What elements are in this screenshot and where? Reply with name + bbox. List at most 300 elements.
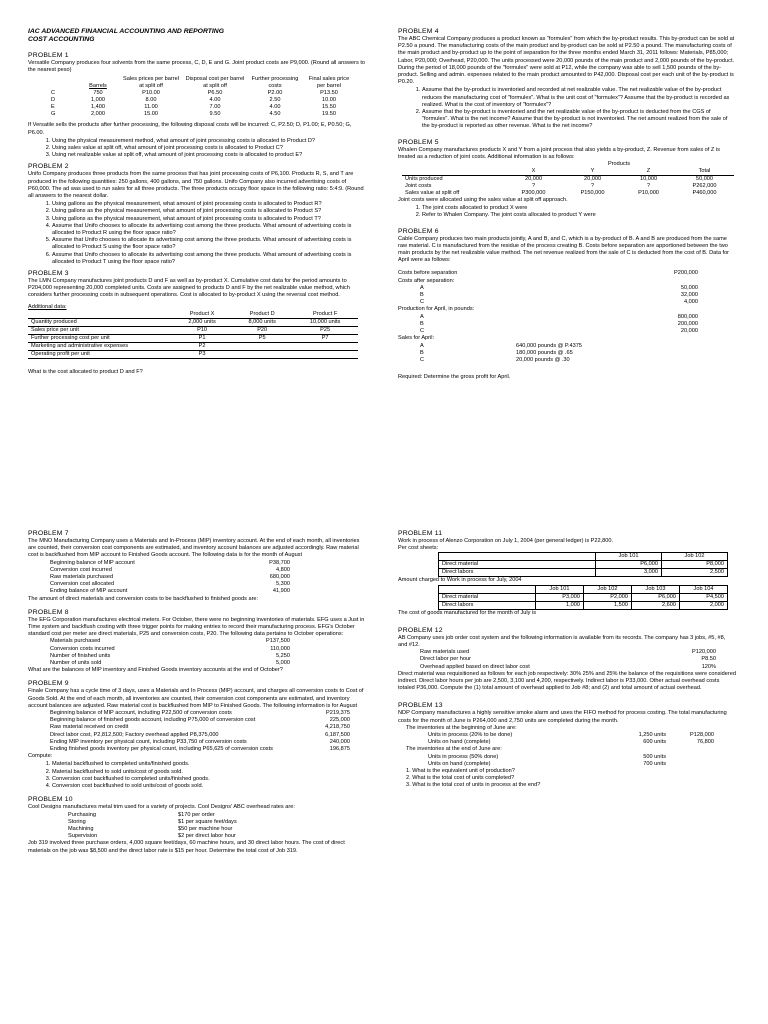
- problem-8-text: The EFG Corporation manufactures electrical meters. For October, there were no beginning inventories of materials. EFG uses a Just in Time system and backflush costing with three trigger points for making entries to record their manufacturing process. EFG's October standard cost per meter are direct materials, P25 and conversion costs, P20. The following data pertains to October operations:: [28, 616, 365, 638]
- list-item: 1. Material backflushed to completed units/finished goods.: [52, 761, 366, 768]
- table-row: [28, 326, 358, 334]
- problem-11: [398, 530, 736, 617]
- table-cell: P2.00: [267, 90, 283, 97]
- kv-row: [398, 270, 698, 277]
- list-item: 3. Using net realizable value at split off, what amount of joint processing costs is allocated to product E?: [52, 152, 366, 159]
- kv-row: [50, 717, 350, 724]
- list-item: 3. What is the total cost of units in process at the end?: [406, 782, 541, 789]
- table-cell: P5: [232, 334, 292, 342]
- list-item: 1. The joint costs allocated to product X were: [422, 205, 736, 212]
- kv-value: P38,700: [269, 559, 290, 566]
- table-row: [48, 97, 356, 104]
- kv-row: [398, 328, 698, 335]
- list-item: 1. Assume that the by-product is inventoried and recorded at net realizable value. The net realizable value of the by-product reduces the manufacturing cost of "formulex". What is the unit cost of "formulex"? Assume that the by-product is recorded as realized. What is the cost of inventory of "formulex"?: [422, 87, 736, 109]
- table-cell: 10,000 units: [292, 318, 358, 326]
- table-cell: P2: [172, 342, 232, 350]
- table-cell: D: [51, 97, 56, 104]
- table-cell: 11.00: [144, 104, 158, 111]
- problem-9-title: PROBLEM 9: [28, 680, 69, 688]
- table-row: [28, 342, 358, 350]
- kv-row: [50, 638, 290, 645]
- kv-row: [50, 710, 350, 717]
- p5-header-cell: [402, 168, 504, 176]
- kv-label: C: [420, 328, 425, 335]
- table-cell: 2.50: [269, 97, 281, 104]
- table-cell: ?: [646, 183, 651, 190]
- kv-row: [50, 739, 350, 746]
- kv-value: 640,000 pounds @ P.4375: [516, 342, 582, 349]
- table-cell: 10.00: [322, 97, 336, 104]
- kv-label: Raw material received on credit: [50, 724, 129, 731]
- table-cell: Joint costs: [405, 183, 432, 190]
- problem-6-data: [398, 270, 698, 364]
- kv-value: $50 per machine hour: [178, 825, 233, 832]
- right-bottom-column: [398, 530, 736, 794]
- table-cell: P150,000: [580, 190, 605, 197]
- kv-row: [398, 343, 698, 350]
- table-row: [28, 350, 358, 358]
- problem-1-text: Versatile Company produces four solvents from the same process, C, D, E and G. Joint product costs are P9,000. (Round all answers to the nearest peso): [28, 60, 366, 74]
- kv-value: P200,000: [674, 270, 698, 277]
- problem-1: [28, 52, 366, 159]
- table-cell: P20: [232, 326, 292, 334]
- kv-value: P120,000: [692, 649, 716, 656]
- table-cell: 2,600: [632, 601, 680, 609]
- problem-12-data: [398, 649, 716, 671]
- table-cell: P4,500: [680, 593, 728, 601]
- kv-label: The inventories at the beginning of June are:: [406, 724, 517, 731]
- kv-row: [50, 732, 350, 739]
- kv-value: 196,875: [329, 746, 350, 753]
- problem-12: [398, 627, 736, 693]
- problem-7-question: The amount of direct materials and conversion costs to be backflushed to finished goods are:: [28, 595, 259, 602]
- problem-4: [398, 28, 736, 131]
- kv-label: Direct labor per hour: [420, 656, 471, 663]
- kv-label: Number of finished units: [50, 652, 111, 659]
- kv-label: Storing: [68, 818, 86, 825]
- problem-11-text: Work in process of Alenzo Corporation on July 1, 2004 (per general ledger) is P22,800.: [398, 538, 614, 544]
- table-cell: 1,000: [91, 97, 105, 104]
- kv-value: 41,900: [272, 588, 290, 595]
- kv-value: 4,000: [684, 299, 698, 306]
- problem-1-title: PROBLEM 1: [28, 52, 69, 59]
- kv-label: Production for April, in pounds:: [398, 306, 475, 313]
- kv-label: C: [420, 299, 425, 306]
- problem-11-percost: Per cost sheets:: [398, 545, 439, 552]
- table-cell: P300,000: [521, 190, 546, 197]
- kv-value: 800,000: [677, 313, 698, 320]
- list-item: 2. Using gallons as the physical measurement, what amount of joint processing costs is allocated to Product S?: [52, 208, 366, 215]
- kv-row: [420, 656, 716, 663]
- problem-5-text-2: Joint costs were allocated using the sales value at split off approach.: [398, 197, 568, 204]
- table-cell: 2,000: [680, 601, 728, 609]
- kv-value: 6,187,500: [325, 731, 350, 738]
- problem-3-text: The LMN Company manufactures joint products D and F as well as by-product X. Cumulative cost data for the period amounts to P204,000 representing 20,000 completed units. Costs are assigned to products D and F by the net realizable value method, which considers further processing costs in subsequent operations. Cost is allocated to by-product X using the reversal cost method.: [28, 278, 350, 299]
- kv-row: [50, 746, 350, 753]
- table-cell: P10: [172, 326, 232, 334]
- problem-1-text-2: If Versatile sells the products after further processing, the following disposal costs will be incurred: C, P2.50; D, P1.00; E, P0.50; G, P6.00.: [28, 122, 352, 136]
- kv-row: [50, 581, 290, 588]
- table-cell: 1,500: [584, 601, 632, 609]
- problem-3: [28, 270, 366, 376]
- kv-label: Supervision: [68, 833, 98, 840]
- table-cell: 4.00: [209, 97, 221, 104]
- problem-10-data: [28, 812, 366, 841]
- kv-value: 32,000: [680, 292, 698, 299]
- kv-row: [50, 724, 350, 731]
- kv-label: Purchasing: [68, 811, 96, 818]
- table-cell: P6,000: [632, 593, 680, 601]
- kv-row: [50, 588, 290, 595]
- table-cell: 15.00: [144, 111, 158, 118]
- table-row: [48, 111, 356, 118]
- kv-value: 180,000 pounds @ .65: [516, 349, 573, 356]
- problem-2-title: PROBLEM 2: [28, 163, 69, 171]
- kv-value: 20,000 pounds @ .30: [516, 356, 570, 363]
- kv-value: 120%: [701, 663, 716, 670]
- table-cell: Operating profit per unit: [28, 350, 172, 358]
- kv-value: 4,218,750: [325, 724, 350, 731]
- kv-value: 600 units: [643, 739, 666, 746]
- kv-label: B: [420, 320, 424, 327]
- table-cell: P6.50: [207, 90, 223, 97]
- table-cell: [292, 342, 358, 350]
- table-cell: P460,000: [692, 190, 717, 197]
- table-row: [402, 183, 734, 190]
- problem-11-table-1: [438, 552, 728, 577]
- table-cell: E: [51, 104, 55, 111]
- kv-value: P128,000: [690, 732, 714, 739]
- kv-row: [406, 732, 736, 739]
- list-item: 1. Using the physical measurement method, what amount of joint processing costs is allocated to Product D?: [52, 138, 366, 145]
- problem-6-title: PROBLEM 6: [398, 227, 439, 235]
- kv-value: 5,250: [276, 652, 290, 659]
- p1-header-cell: Barrels: [89, 83, 107, 90]
- kv-value: $170 per order: [178, 811, 215, 818]
- kv-label: Beginning balance of finished goods account, including P75,000 of conversion cost: [50, 717, 256, 724]
- table-cell: 7.00: [209, 104, 221, 111]
- table-cell: 1,400: [91, 104, 105, 111]
- kv-value: 200,000: [677, 320, 698, 327]
- table-cell: ?: [590, 183, 595, 190]
- list-item: 2. Refer to Whalen Company. The joint costs allocated to product Y were: [422, 212, 736, 219]
- course-title: IAC ADVANCED FINANCIAL ACCOUNTING AND REPORTING: [28, 28, 224, 35]
- table-cell: P10.00: [142, 90, 160, 97]
- kv-row: [50, 660, 290, 667]
- problem-1-table: [48, 76, 356, 118]
- kv-value: 76,800: [696, 739, 714, 746]
- kv-value: 20,000: [680, 328, 698, 335]
- problem-11-title: PROBLEM 11: [398, 530, 443, 537]
- problem-13-title: PROBLEM 13: [398, 702, 443, 710]
- kv-row: [420, 664, 716, 671]
- problem-8-question: What are the balances of MIP inventory and Finished Goods inventory accounts at the end of October?: [28, 667, 283, 674]
- p1-header-cell: Further processing costs: [251, 76, 299, 90]
- kv-row: [398, 350, 698, 357]
- kv-value: 110,000: [270, 645, 290, 652]
- p11-header-cell: Job 102: [584, 585, 632, 593]
- right-top-column: [398, 28, 736, 385]
- problem-7-text: The MNO Manufacturing Company uses a Materials and In-Process (MIP) inventory account. At the end of each month, all inventories are counted, their conversion cost components are estimated, and inventory account balances are adjusted accordingly. Raw material cost is backflushed from MIP account to Finished Goods account. The following data is for the month of August: [28, 538, 360, 559]
- table-cell: Marketing and administrative expenses: [28, 342, 172, 350]
- table-cell: 8.00: [145, 97, 157, 104]
- table-cell: P3: [172, 350, 232, 358]
- problem-9-text: Finale Company has a cycle time of 3 days, uses a Materials and In Process (MIP) account, and charges all conversion costs to Cost of Goods Sold. At the end of each month, all inventories are counted, their conversion cost components are estimated, and inventory account balances are adjusted. Raw material cost is backflushed from MIP to Finished Goods. The following information is for August: [28, 688, 364, 709]
- problem-10: [28, 796, 366, 854]
- kv-row: [398, 285, 698, 292]
- kv-value: P137,500: [266, 638, 290, 645]
- table-cell: 4.50: [269, 111, 281, 118]
- table-cell: 15.50: [322, 104, 336, 111]
- left-bottom-column: [28, 530, 366, 859]
- problem-11-amount-label: Amount charged to Work in process for July, 2004: [398, 577, 522, 584]
- p1-header-cell: Final sales price per barrel: [308, 76, 350, 90]
- kv-label: The inventories at the end of June are:: [406, 746, 502, 753]
- problem-12-title: PROBLEM 12: [398, 626, 443, 634]
- p5-header-cell: Total: [675, 168, 734, 176]
- table-cell: P7: [292, 334, 358, 342]
- table-cell: Further processing cost per unit: [28, 334, 172, 342]
- table-cell: P10,000: [638, 190, 659, 197]
- table-cell: 50,000: [695, 176, 714, 183]
- kv-label: Ending MIP inventory per physical count, including P33,750 of conversion costs: [50, 738, 247, 745]
- kv-label: B: [420, 292, 424, 299]
- kv-label: Machining: [68, 825, 94, 832]
- problem-3-title: PROBLEM 3: [28, 270, 69, 278]
- problem-4-title: PROBLEM 4: [398, 28, 439, 35]
- list-item: 2. Using sales value at split off, what amount of joint processing costs is allocated to Product C?: [52, 145, 366, 152]
- kv-row: [398, 292, 698, 299]
- kv-label: Number of units sold: [50, 660, 102, 667]
- table-cell: 2,500: [662, 569, 728, 577]
- table-cell: Direct labors: [439, 601, 536, 609]
- kv-label: A: [420, 284, 424, 291]
- list-item: 1. Using gallons as the physical measurement, what amount of joint processing costs is allocated to Product R?: [52, 201, 366, 208]
- table-cell: 8,000 units: [232, 318, 292, 326]
- table-cell: 20,000: [583, 176, 602, 183]
- table-row: [402, 190, 734, 197]
- table-cell: [292, 350, 358, 358]
- kv-label: Overhead applied based on direct labor cost: [420, 663, 530, 670]
- p11-header-cell: Job 103: [632, 585, 680, 593]
- kv-label: Raw materials used: [420, 649, 470, 656]
- kv-value: P8.50: [701, 656, 716, 663]
- kv-label: Materials purchased: [50, 638, 101, 645]
- problem-9: [28, 680, 366, 790]
- kv-label: Units on hand (complete): [428, 739, 491, 746]
- table-row: [28, 318, 358, 326]
- kv-label: Units in process (20% to be done): [428, 732, 513, 739]
- table-cell: P6,000: [596, 561, 662, 569]
- problem-5-table: [402, 161, 734, 197]
- p5-header-cell: X: [504, 168, 563, 176]
- kv-label: Units in process (50% done): [428, 753, 499, 760]
- kv-row: [406, 754, 736, 761]
- problem-10-title: PROBLEM 10: [28, 796, 73, 804]
- table-cell: [232, 342, 292, 350]
- kv-label: Conversion cost allocated: [50, 581, 115, 588]
- table-row: [28, 334, 358, 342]
- problem-12-text: AB Company uses job order cost system and the following information is available from its records. The company has 3 jobs, #5, #8, and #12.: [398, 634, 726, 649]
- list-item: 2. Material backflushed to sold units/cost of goods sold.: [52, 769, 366, 776]
- kv-row: [50, 646, 290, 653]
- list-item: 4. Conversion cost backflushed to sold units/cost of goods sold.: [52, 783, 366, 790]
- table-row: [402, 176, 734, 184]
- kv-row: [398, 357, 698, 364]
- table-cell: [232, 350, 292, 358]
- problem-9-data: [28, 710, 350, 753]
- kv-label: Ending balance of MIP account: [50, 588, 128, 595]
- kv-value: 240,000: [329, 738, 350, 745]
- kv-label: A: [420, 342, 424, 349]
- problem-10-text: Cool Designs manufactures metal trim used for a variety of projects. Cool Designs' ABC overhead rates are:: [28, 804, 295, 811]
- problem-2: [28, 163, 366, 266]
- problem-4-text: The ABC Chemical Company produces a product known as "formulex" from which the by-product results. This by-product can be sold at P2.50 a pound. The manufacturing costs of the main product and by-product can be sold at P2.50 a pound. The manufacturing costs of the main product and by-product up to the point of separation for the three months ended March 31, 2011 follows: Materials, P85,000; Labor, P20,000; Overhead, P20,000. The units processed were 20,000 pounds of the main product and 2,000 pounds of the by-product. During the period of 18,000 pounds of the "formulex" were sold at P12, while the company was able to sell 1,500 pounds of the by-product. Selling and admin. expenses related to the main product amounted to P42,000. Disposal cost per each unit of the by-product is P0.20.: [398, 36, 735, 86]
- table-row: [439, 561, 728, 569]
- table-cell: C: [51, 90, 56, 97]
- problem-10-text-2: Job 319 involved three purchase orders, 4,000 square feet/days, 60 machine hours, and 30 direct labor hours. The cost of direct materials on the job was $8,500 and the direct labor rate is $15 per hour. Determine the total cost of Job 319.: [28, 840, 345, 854]
- table-cell: 19.50: [322, 111, 336, 118]
- table-cell: 10,000: [639, 176, 658, 183]
- problem-13-data: [398, 725, 736, 790]
- p1-header-cell: Disposal cost per barrel at split off: [185, 76, 245, 90]
- p11-header-cell: [439, 585, 536, 593]
- problem-5-list: [398, 205, 736, 219]
- course-subtitle: COST ACCOUNTING: [28, 36, 95, 43]
- kv-value: $2 per direct labor hour: [178, 833, 236, 840]
- p1-header-cell: Sales prices per barrel at split off: [123, 76, 179, 90]
- kv-label: Costs before separation: [398, 270, 458, 277]
- kv-label: Direct labor cost, P2,812,500; Factory overhead applied P8,375,000: [50, 731, 219, 738]
- kv-row: [50, 574, 290, 581]
- p3-header-cell: Product F: [292, 311, 358, 319]
- p5-header-cell: Y: [563, 168, 622, 176]
- table-cell: 9.50: [209, 111, 221, 118]
- table-cell: Sales price per unit: [28, 326, 172, 334]
- table-cell: P262,000: [692, 183, 717, 190]
- kv-label: Units on hand (complete): [428, 760, 491, 767]
- kv-row: [68, 812, 366, 819]
- table-row: [48, 104, 356, 111]
- kv-label: C: [420, 356, 425, 363]
- list-item: 1. What is the equivalent unit of production?: [406, 768, 515, 775]
- problem-11-table-2: [438, 585, 728, 610]
- problem-5-title: PROBLEM 5: [398, 138, 439, 146]
- problem-7-title: PROBLEM 7: [28, 530, 69, 537]
- kv-value: 500 units: [643, 753, 666, 760]
- kv-row: [406, 739, 736, 746]
- kv-row: [50, 567, 290, 574]
- table-cell: P2,000: [584, 593, 632, 601]
- problem-5: [398, 139, 736, 220]
- problem-8: [28, 609, 366, 675]
- problem-9-compute: Compute:: [28, 753, 53, 760]
- kv-label: Beginning balance of MIP account, including P22,500 of conversion costs: [50, 710, 232, 717]
- kv-value: 1,250 units: [638, 732, 666, 739]
- list-item: 3. Using gallons as the physical measurement, what amount of joint processing costs is allocated to Product T?: [52, 216, 366, 223]
- problem-12-text-2: Direct material was requisitioned as follows for each job respectively: 30% 25% and 25% the balance of the requisitions were considered indirect. Direct labor hours per job are 2,500, 3,100 and 4,200, respectively. Indirect labor is P33,000. Other actual overhead costs totaled P36,000. Compute the (1) total amount of overhead applied to Job #8; and (2) and total amount of actual overhead.: [398, 670, 736, 692]
- kv-value: 700 units: [643, 760, 666, 767]
- table-cell: Direct material: [439, 593, 536, 601]
- problem-6-required: Required: Determine the gross profit for April.: [398, 374, 511, 381]
- p11-header-cell: Job 101: [596, 553, 662, 561]
- table-cell: P25: [292, 326, 358, 334]
- kv-row: [406, 761, 736, 768]
- table-cell: 2,000 units: [172, 318, 232, 326]
- kv-label: Sales for April:: [398, 335, 435, 342]
- kv-value: P219,375: [326, 710, 350, 717]
- problem-8-data: [28, 638, 290, 667]
- p11-header-cell: Job 104: [680, 585, 728, 593]
- products-label: Products: [607, 161, 631, 168]
- table-cell: Units produced: [405, 176, 443, 183]
- table-cell: Sales value at split off: [405, 190, 460, 197]
- table-cell: P8,000: [662, 561, 728, 569]
- table-cell: 3,000: [596, 569, 662, 577]
- p1-header-cell: [48, 76, 76, 90]
- problem-3-table: [28, 311, 358, 359]
- kv-label: B: [420, 349, 424, 356]
- list-item: 2. What is the total cost of units completed?: [406, 775, 515, 782]
- table-cell: P3,000: [536, 593, 584, 601]
- kv-row: [398, 299, 698, 306]
- kv-label: Conversion cost incurred: [50, 566, 112, 573]
- table-row: [439, 601, 728, 609]
- kv-value: 225,000: [329, 717, 350, 724]
- table-cell: P13.50: [320, 90, 338, 97]
- kv-row: [420, 649, 716, 656]
- list-item: 2. Assume that the by-product is inventoried and the net realizable value of the by-product is deducted from the CGS of "formulex". What is the net income? Assume that the by-product is not inventoried. The net amount realized from the sale of the by-product is reported as other revenue. What is the net income?: [422, 109, 736, 131]
- table-row: [439, 593, 728, 601]
- problem-5-text: Whalen Company manufactures products X and Y from a joint process that also yields a by-product, Z. Revenue from sales of Z is treated as a reduction of joint costs. Additional information is as follows:: [398, 146, 720, 160]
- kv-row: [50, 560, 290, 567]
- kv-row: [68, 833, 366, 840]
- problem-6: [398, 228, 736, 382]
- table-row: [48, 90, 356, 97]
- table-cell: Direct labors: [439, 569, 596, 577]
- problem-11-question: The cost of goods manufactured for the month of July is: [398, 609, 537, 616]
- kv-row: [50, 653, 290, 660]
- table-cell: Direct material: [439, 561, 596, 569]
- kv-row: [68, 826, 366, 833]
- problem-7-data: [28, 560, 290, 596]
- kv-value: 5,300: [276, 581, 290, 588]
- problem-13: [398, 702, 736, 789]
- problem-7: [28, 530, 366, 603]
- table-row: [439, 569, 728, 577]
- table-cell: G: [51, 111, 56, 118]
- kv-row: [398, 314, 698, 321]
- table-cell: 750: [93, 90, 103, 97]
- table-cell: P1: [172, 334, 232, 342]
- problem-2-text: Unifo Company produces three products from the same process that has joint processing costs of P6,100. Products R, S, and T are produced in the following quantities: 250 gallons, 400 gallons, and 750 gallons. Unifo Company also incurred advertising costs of P60,000. The ad was used to run sales for all three products. The three products occupy floor space in the following ratio: 5:4:9. (Round all answers to the nearest dollar.: [28, 171, 364, 200]
- problem-6-text: Cable Company produces two main products jointly, A and B, and C, which is a by-product of B. A and B are produced from the same raw material. C is manufactured from the residue of the process creating B. Costs before separation are apportioned between the two main products by the net realizable value method. The net revenue realized from the sale of C is deducted from the cost of B. Data for April were as follows:: [398, 235, 730, 264]
- table-cell: 4.00: [269, 104, 281, 111]
- p5-header-cell: Z: [622, 168, 675, 176]
- list-item: 3. Conversion cost backflushed to completed units/finished goods.: [52, 776, 366, 783]
- table-cell: 2,000: [91, 111, 105, 118]
- kv-row: [68, 819, 366, 826]
- kv-label: A: [420, 313, 424, 320]
- problem-2-list: [28, 201, 366, 266]
- kv-label: Conversion costs incurred: [50, 645, 115, 652]
- kv-value: 4,800: [276, 566, 290, 573]
- left-top-column: [28, 28, 366, 380]
- list-item: 4. Assume that Unifo chooses to allocate its advertising cost among the three products. What amount of advertising costs is allocated to Product R using the floor space ratio?: [52, 223, 366, 237]
- problem-4-list: [398, 87, 736, 130]
- problem-8-title: PROBLEM 8: [28, 608, 69, 616]
- table-cell: ?: [531, 183, 536, 190]
